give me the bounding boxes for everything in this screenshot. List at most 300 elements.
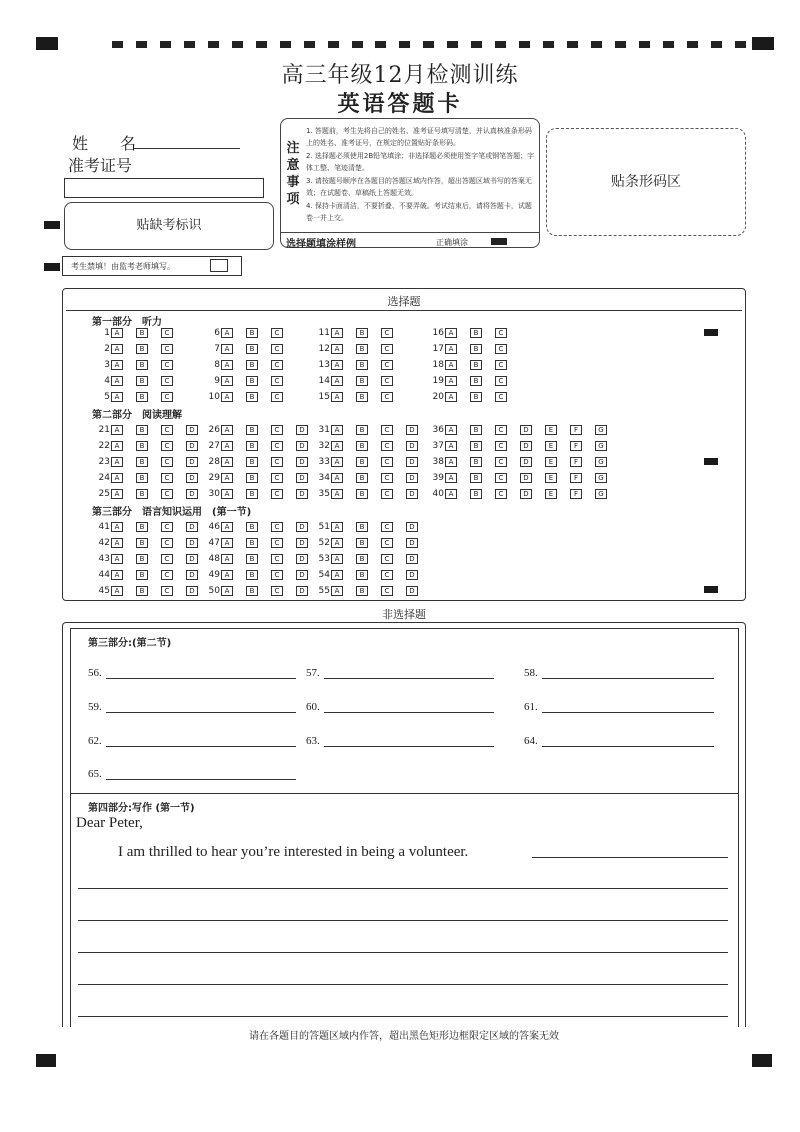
divider (281, 232, 539, 233)
option-b-bubble[interactable]: B (246, 360, 258, 370)
option-d-bubble[interactable]: D (186, 457, 198, 467)
option-e-bubble[interactable]: E (545, 441, 557, 451)
option-c-bubble[interactable]: C (161, 425, 173, 435)
option-b-bubble[interactable]: B (246, 344, 258, 354)
divider (66, 310, 742, 311)
question-2 (92, 343, 186, 355)
option-b-bubble[interactable]: B (470, 457, 482, 467)
option-c-bubble[interactable]: C (161, 473, 173, 483)
option-c-bubble[interactable]: C (381, 586, 393, 596)
option-a-bubble[interactable]: A (445, 328, 457, 338)
option-c-bubble[interactable]: C (495, 441, 507, 451)
option-a-bubble[interactable]: A (331, 328, 343, 338)
option-a-bubble[interactable]: A (221, 392, 233, 402)
question-number: 45 (98, 586, 110, 596)
question-7 (202, 343, 296, 355)
option-c-bubble[interactable]: C (161, 360, 173, 370)
option-b-bubble[interactable]: B (136, 522, 148, 532)
option-b-bubble[interactable]: B (470, 392, 482, 402)
option-c-bubble[interactable]: C (161, 586, 173, 596)
timing-mark (447, 41, 458, 48)
option-c-bubble[interactable]: C (271, 360, 283, 370)
timing-mark (328, 41, 339, 48)
option-a-bubble[interactable]: A (221, 425, 233, 435)
question-number: 8 (214, 360, 220, 370)
question-9 (202, 375, 296, 387)
option-c-bubble[interactable]: C (381, 392, 393, 402)
writing-line[interactable] (78, 888, 728, 889)
option-c-bubble[interactable]: C (381, 570, 393, 580)
corner-mark-bottom-right (752, 1054, 772, 1067)
option-c-bubble[interactable]: C (271, 457, 283, 467)
option-b-bubble[interactable]: B (356, 328, 368, 338)
blank-60[interactable]: 60. (306, 701, 494, 713)
timing-mark (352, 41, 363, 48)
option-c-bubble[interactable]: C (495, 473, 507, 483)
question-3 (92, 359, 186, 371)
question-18 (426, 359, 520, 371)
option-a-bubble[interactable]: A (331, 554, 343, 564)
writing-line[interactable] (78, 920, 728, 921)
option-g-bubble[interactable]: G (595, 457, 607, 467)
option-d-bubble[interactable]: D (406, 554, 418, 564)
option-c-bubble[interactable]: C (381, 489, 393, 499)
note-item: 4. 保持卡面清洁，不要折叠、不要弄破。考试结束后，请将答题卡，试题卷一并上交。 (306, 202, 532, 222)
option-d-bubble[interactable]: D (186, 522, 198, 532)
option-g-bubble[interactable]: G (595, 489, 607, 499)
note-item: 3. 请按题号顺序在各题目的答题区域内作答，超出答题区域书写的答案无效；在试题卷、草稿纸上答题无效。 (306, 177, 532, 197)
timing-mark (519, 41, 530, 48)
timing-mark (256, 41, 267, 48)
option-d-bubble[interactable]: D (406, 538, 418, 548)
option-c-bubble[interactable]: C (271, 328, 283, 338)
option-d-bubble[interactable]: D (186, 473, 198, 483)
timing-mark (232, 41, 243, 48)
option-a-bubble[interactable]: A (221, 489, 233, 499)
blank-56[interactable]: 56. (88, 667, 296, 679)
teacher-note: 考生禁填！由监考老师填写。 (71, 262, 175, 271)
question-37 (426, 440, 620, 452)
option-b-bubble[interactable]: B (136, 554, 148, 564)
option-a-bubble[interactable]: A (111, 538, 123, 548)
option-a-bubble[interactable]: A (221, 586, 233, 596)
option-b-bubble[interactable]: B (470, 473, 482, 483)
option-b-bubble[interactable]: B (136, 328, 148, 338)
blank-58[interactable]: 58. (524, 667, 714, 679)
option-c-bubble[interactable]: C (495, 457, 507, 467)
timing-mark (639, 41, 650, 48)
option-a-bubble[interactable]: A (445, 392, 457, 402)
notes-heading: 注 意 事 项 (286, 141, 300, 207)
option-a-bubble[interactable]: A (445, 360, 457, 370)
option-d-bubble[interactable]: D (296, 473, 308, 483)
option-c-bubble[interactable]: C (381, 538, 393, 548)
option-c-bubble[interactable]: C (271, 376, 283, 386)
option-b-bubble[interactable]: B (470, 489, 482, 499)
question-12 (312, 343, 406, 355)
option-c-bubble[interactable]: C (381, 328, 393, 338)
option-a-bubble[interactable]: A (221, 441, 233, 451)
blank-62[interactable]: 62. (88, 735, 296, 747)
option-f-bubble[interactable]: F (570, 457, 582, 467)
option-a-bubble[interactable]: A (331, 344, 343, 354)
option-c-bubble[interactable]: C (161, 522, 173, 532)
option-d-bubble[interactable]: D (186, 425, 198, 435)
option-f-bubble[interactable]: F (570, 425, 582, 435)
option-c-bubble[interactable]: C (161, 570, 173, 580)
option-d-bubble[interactable]: D (520, 473, 532, 483)
option-d-bubble[interactable]: D (296, 522, 308, 532)
option-a-bubble[interactable]: A (331, 570, 343, 580)
timing-mark (735, 41, 746, 48)
fill-sample-label: 选择题填涂样例 (286, 239, 356, 250)
question-8 (202, 359, 296, 371)
option-b-bubble[interactable]: B (356, 376, 368, 386)
choice-title: 选择题 (387, 295, 421, 308)
option-g-bubble[interactable]: G (595, 425, 607, 435)
option-b-bubble[interactable]: B (246, 392, 258, 402)
option-a-bubble[interactable]: A (331, 586, 343, 596)
blank-64[interactable]: 64. (524, 735, 714, 747)
option-c-bubble[interactable]: C (161, 328, 173, 338)
option-a-bubble[interactable]: A (221, 538, 233, 548)
option-b-bubble[interactable]: B (470, 360, 482, 370)
option-c-bubble[interactable]: C (161, 538, 173, 548)
option-a-bubble[interactable]: A (445, 457, 457, 467)
question-number: 18 (432, 360, 444, 370)
option-a-bubble[interactable]: A (111, 328, 123, 338)
option-a-bubble[interactable]: A (111, 586, 123, 596)
option-b-bubble[interactable]: B (470, 344, 482, 354)
option-b-bubble[interactable]: B (136, 570, 148, 580)
teacher-fill-cell[interactable] (210, 259, 228, 272)
timing-mark (471, 41, 482, 48)
question-number: 3 (104, 360, 110, 370)
option-b-bubble[interactable]: B (470, 328, 482, 338)
option-c-bubble[interactable]: C (161, 554, 173, 564)
option-c-bubble[interactable]: C (271, 473, 283, 483)
option-a-bubble[interactable]: A (331, 538, 343, 548)
question-28 (202, 456, 321, 468)
option-d-bubble[interactable]: D (296, 570, 308, 580)
option-b-bubble[interactable]: B (356, 473, 368, 483)
option-c-bubble[interactable]: C (495, 360, 507, 370)
option-d-bubble[interactable]: D (406, 457, 418, 467)
option-a-bubble[interactable]: A (111, 392, 123, 402)
timing-mark (423, 41, 434, 48)
option-c-bubble[interactable]: C (381, 473, 393, 483)
option-a-bubble[interactable]: A (445, 376, 457, 386)
option-a-bubble[interactable]: A (111, 344, 123, 354)
option-c-bubble[interactable]: C (271, 441, 283, 451)
option-b-bubble[interactable]: B (356, 457, 368, 467)
option-b-bubble[interactable]: B (470, 425, 482, 435)
question-number: 27 (208, 441, 220, 451)
writing-line[interactable] (78, 984, 728, 985)
option-b-bubble[interactable]: B (356, 586, 368, 596)
option-a-bubble[interactable]: A (221, 473, 233, 483)
blank-63[interactable]: 63. (306, 735, 494, 747)
option-e-bubble[interactable]: E (545, 457, 557, 467)
question-4 (92, 375, 186, 387)
option-c-bubble[interactable]: C (495, 328, 507, 338)
question-number: 48 (208, 554, 220, 564)
option-c-bubble[interactable]: C (271, 425, 283, 435)
option-c-bubble[interactable]: C (161, 344, 173, 354)
option-c-bubble[interactable]: C (271, 522, 283, 532)
writing-line[interactable] (78, 952, 728, 953)
option-g-bubble[interactable]: G (595, 441, 607, 451)
option-c-bubble[interactable]: C (161, 376, 173, 386)
option-a-bubble[interactable]: A (331, 441, 343, 451)
option-d-bubble[interactable]: D (520, 457, 532, 467)
option-d-bubble[interactable]: D (406, 570, 418, 580)
option-a-bubble[interactable]: A (445, 344, 457, 354)
option-b-bubble[interactable]: B (246, 489, 258, 499)
option-d-bubble[interactable]: D (296, 457, 308, 467)
option-d-bubble[interactable]: D (186, 538, 198, 548)
option-b-bubble[interactable]: B (246, 425, 258, 435)
option-d-bubble[interactable]: D (406, 586, 418, 596)
option-b-bubble[interactable]: B (246, 570, 258, 580)
option-e-bubble[interactable]: E (545, 425, 557, 435)
option-b-bubble[interactable]: B (246, 522, 258, 532)
option-b-bubble[interactable]: B (136, 538, 148, 548)
name-field[interactable] (134, 148, 240, 149)
option-b-bubble[interactable]: B (356, 570, 368, 580)
option-b-bubble[interactable]: B (470, 441, 482, 451)
blank-59[interactable]: 59. (88, 701, 296, 713)
option-b-bubble[interactable]: B (246, 554, 258, 564)
option-d-bubble[interactable]: D (296, 425, 308, 435)
option-a-bubble[interactable]: A (221, 376, 233, 386)
option-d-bubble[interactable]: D (406, 425, 418, 435)
blank-65[interactable]: 65. (88, 768, 296, 780)
question-number: 31 (318, 425, 330, 435)
option-a-bubble[interactable]: A (331, 425, 343, 435)
option-c-bubble[interactable]: C (381, 457, 393, 467)
option-a-bubble[interactable]: A (221, 344, 233, 354)
option-c-bubble[interactable]: C (495, 425, 507, 435)
option-a-bubble[interactable]: A (111, 441, 123, 451)
timing-mark (495, 41, 506, 48)
question-42 (92, 537, 211, 549)
option-a-bubble[interactable]: A (111, 570, 123, 580)
option-f-bubble[interactable]: F (570, 489, 582, 499)
blank-57[interactable]: 57. (306, 667, 494, 679)
option-a-bubble[interactable]: A (111, 376, 123, 386)
writing-line[interactable] (78, 1016, 728, 1017)
option-c-bubble[interactable]: C (271, 344, 283, 354)
option-e-bubble[interactable]: E (545, 473, 557, 483)
option-b-bubble[interactable]: B (136, 489, 148, 499)
option-c-bubble[interactable]: C (271, 392, 283, 402)
option-c-bubble[interactable]: C (381, 554, 393, 564)
option-b-bubble[interactable]: B (356, 360, 368, 370)
timing-mark (304, 41, 315, 48)
option-d-bubble[interactable]: D (406, 441, 418, 451)
option-c-bubble[interactable]: C (495, 392, 507, 402)
question-number: 33 (318, 457, 330, 467)
option-c-bubble[interactable]: C (271, 554, 283, 564)
writing-line[interactable] (532, 857, 728, 858)
option-a-bubble[interactable]: A (445, 489, 457, 499)
question-55 (312, 585, 431, 597)
timing-mark (112, 41, 123, 48)
question-number: 11 (318, 328, 330, 338)
question-number: 51 (318, 522, 330, 532)
option-b-bubble[interactable]: B (246, 457, 258, 467)
option-b-bubble[interactable]: B (356, 392, 368, 402)
option-d-bubble[interactable]: D (520, 489, 532, 499)
option-a-bubble[interactable]: A (445, 473, 457, 483)
corner-mark-top-right (752, 37, 774, 50)
option-c-bubble[interactable]: C (161, 489, 173, 499)
question-number: 22 (98, 441, 110, 451)
option-b-bubble[interactable]: B (136, 473, 148, 483)
option-b-bubble[interactable]: B (470, 376, 482, 386)
option-a-bubble[interactable]: A (221, 554, 233, 564)
question-54 (312, 569, 431, 581)
option-a-bubble[interactable]: A (111, 522, 123, 532)
option-b-bubble[interactable]: B (246, 376, 258, 386)
option-b-bubble[interactable]: B (136, 360, 148, 370)
option-c-bubble[interactable]: C (271, 538, 283, 548)
option-b-bubble[interactable]: B (356, 489, 368, 499)
side-mark (44, 221, 60, 229)
option-a-bubble[interactable]: A (331, 457, 343, 467)
option-a-bubble[interactable]: A (111, 360, 123, 370)
question-number: 6 (214, 328, 220, 338)
question-13 (312, 359, 406, 371)
option-b-bubble[interactable]: B (356, 522, 368, 532)
option-a-bubble[interactable]: A (331, 473, 343, 483)
option-a-bubble[interactable]: A (111, 457, 123, 467)
question-number: 25 (98, 489, 110, 499)
part4-heading: 第四部分:写作 (第一节) (88, 803, 195, 814)
option-b-bubble[interactable]: B (136, 392, 148, 402)
option-c-bubble[interactable]: C (381, 441, 393, 451)
option-a-bubble[interactable]: A (331, 360, 343, 370)
option-c-bubble[interactable]: C (495, 489, 507, 499)
question-1 (92, 327, 186, 339)
option-f-bubble[interactable]: F (570, 473, 582, 483)
option-d-bubble[interactable]: D (296, 489, 308, 499)
option-d-bubble[interactable]: D (406, 473, 418, 483)
option-c-bubble[interactable]: C (495, 376, 507, 386)
option-a-bubble[interactable]: A (111, 489, 123, 499)
name-label: 姓 名 (72, 134, 137, 153)
option-d-bubble[interactable]: D (186, 489, 198, 499)
option-c-bubble[interactable]: C (161, 441, 173, 451)
option-a-bubble[interactable]: A (221, 328, 233, 338)
option-c-bubble[interactable]: C (381, 425, 393, 435)
question-number: 38 (432, 457, 444, 467)
notes-list (306, 126, 536, 226)
option-b-bubble[interactable]: B (136, 376, 148, 386)
id-number-boxes[interactable] (64, 178, 264, 198)
option-a-bubble[interactable]: A (111, 554, 123, 564)
option-d-bubble[interactable]: D (186, 554, 198, 564)
option-a-bubble[interactable]: A (331, 376, 343, 386)
option-b-bubble[interactable]: B (356, 441, 368, 451)
option-b-bubble[interactable]: B (136, 441, 148, 451)
option-a-bubble[interactable]: A (445, 441, 457, 451)
option-c-bubble[interactable]: C (271, 570, 283, 580)
option-b-bubble[interactable]: B (246, 538, 258, 548)
option-c-bubble[interactable]: C (381, 360, 393, 370)
option-f-bubble[interactable]: F (570, 441, 582, 451)
option-b-bubble[interactable]: B (246, 441, 258, 451)
option-b-bubble[interactable]: B (356, 425, 368, 435)
timing-mark (160, 41, 171, 48)
option-c-bubble[interactable]: C (381, 522, 393, 532)
timing-mark (280, 41, 291, 48)
option-b-bubble[interactable]: B (356, 344, 368, 354)
option-g-bubble[interactable]: G (595, 473, 607, 483)
option-c-bubble[interactable]: C (161, 392, 173, 402)
option-b-bubble[interactable]: B (136, 344, 148, 354)
option-d-bubble[interactable]: D (406, 489, 418, 499)
question-11 (312, 327, 406, 339)
option-d-bubble[interactable]: D (520, 441, 532, 451)
option-b-bubble[interactable]: B (356, 554, 368, 564)
question-number: 9 (214, 376, 220, 386)
option-b-bubble[interactable]: B (356, 538, 368, 548)
option-d-bubble[interactable]: D (296, 441, 308, 451)
option-a-bubble[interactable]: A (221, 522, 233, 532)
question-number: 16 (432, 328, 444, 338)
question-40 (426, 488, 620, 500)
option-c-bubble[interactable]: C (381, 376, 393, 386)
option-e-bubble[interactable]: E (545, 489, 557, 499)
option-b-bubble[interactable]: B (136, 425, 148, 435)
option-a-bubble[interactable]: A (221, 570, 233, 580)
option-c-bubble[interactable]: C (495, 344, 507, 354)
option-b-bubble[interactable]: B (246, 473, 258, 483)
note-item: 2. 选择题必须使用2B铅笔填涂；非选择题必须使用签字笔或钢笔答题；字体工整、笔迹清楚。 (306, 152, 535, 172)
option-d-bubble[interactable]: D (296, 554, 308, 564)
option-c-bubble[interactable]: C (271, 489, 283, 499)
option-d-bubble[interactable]: D (296, 586, 308, 596)
option-b-bubble[interactable]: B (246, 328, 258, 338)
option-c-bubble[interactable]: C (381, 344, 393, 354)
option-a-bubble[interactable]: A (331, 392, 343, 402)
option-a-bubble[interactable]: A (221, 457, 233, 467)
option-b-bubble[interactable]: B (136, 457, 148, 467)
option-d-bubble[interactable]: D (186, 441, 198, 451)
blank-61[interactable]: 61. (524, 701, 714, 713)
question-number: 20 (432, 392, 444, 402)
option-a-bubble[interactable]: A (111, 425, 123, 435)
option-a-bubble[interactable]: A (445, 425, 457, 435)
option-d-bubble[interactable]: D (406, 522, 418, 532)
option-b-bubble[interactable]: B (246, 586, 258, 596)
question-number: 12 (318, 344, 330, 354)
option-d-bubble[interactable]: D (186, 570, 198, 580)
option-c-bubble[interactable]: C (271, 586, 283, 596)
option-d-bubble[interactable]: D (186, 586, 198, 596)
option-a-bubble[interactable]: A (331, 489, 343, 499)
option-a-bubble[interactable]: A (331, 522, 343, 532)
corner-mark-bottom-left (36, 1054, 56, 1067)
option-b-bubble[interactable]: B (136, 586, 148, 596)
option-a-bubble[interactable]: A (221, 360, 233, 370)
option-a-bubble[interactable]: A (111, 473, 123, 483)
option-d-bubble[interactable]: D (296, 538, 308, 548)
option-d-bubble[interactable]: D (520, 425, 532, 435)
option-c-bubble[interactable]: C (161, 457, 173, 467)
